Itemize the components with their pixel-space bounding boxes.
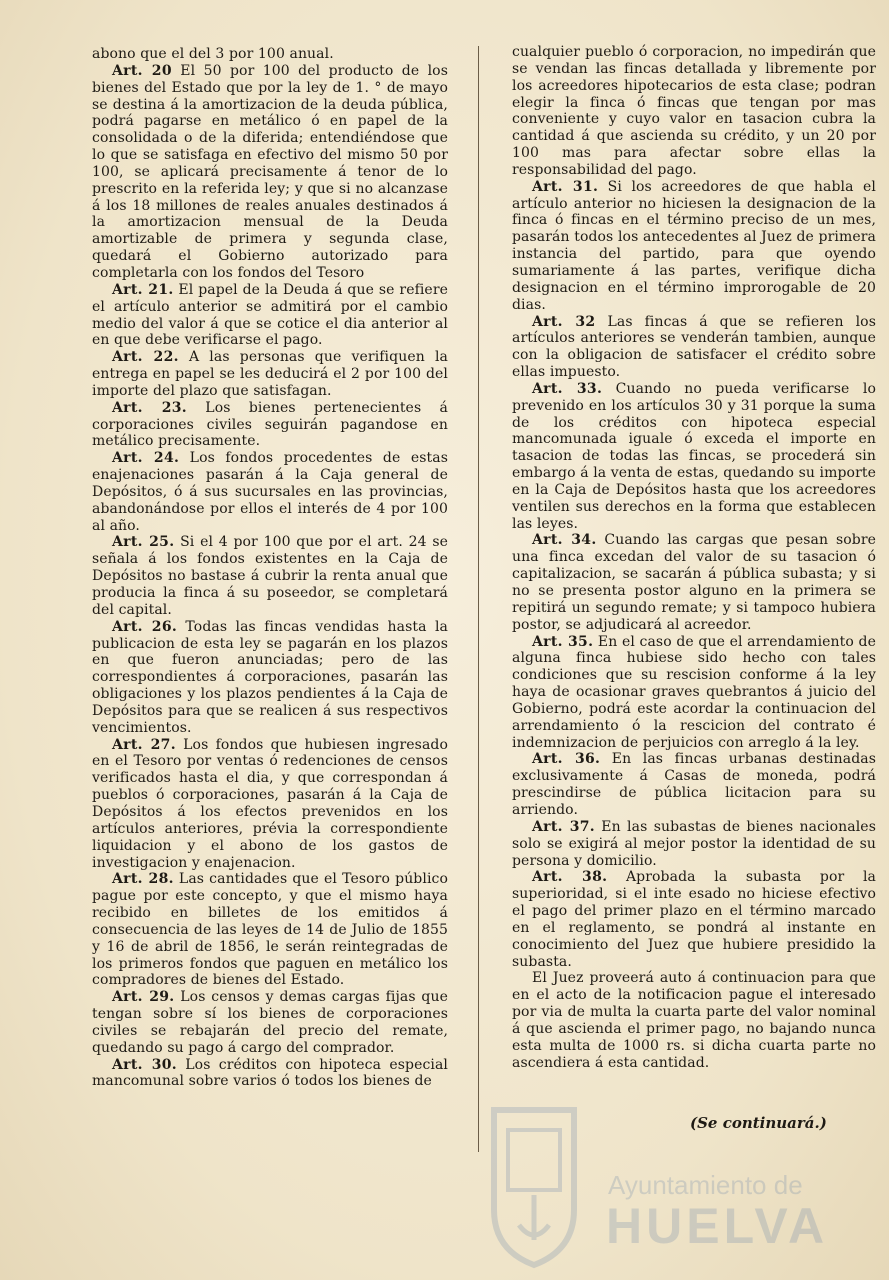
article-number: Art. 37. — [532, 818, 595, 835]
article-number: Art. 27. — [112, 736, 176, 753]
article-paragraph — [92, 63, 448, 282]
column-divider — [478, 46, 479, 1152]
article-paragraph — [512, 819, 876, 870]
article-number: Art. 24. — [112, 450, 180, 467]
article-paragraph — [512, 44, 876, 179]
article-text: Las cantidades que el Tesoro público pague por este concepto, y que el mismo haya recibido en billetes de los emitidos á consecuencia de las leyes de 14 de Julio de 1855 y 16 de abril de 1856, le serán reintegradas de los primeros fondos que paguen en metálico los compradores de bienes del Estado. — [92, 871, 448, 989]
article-number: Art. 21. — [112, 281, 174, 298]
continuation-note: (Se continuará.) — [690, 1114, 827, 1132]
article-text: Los bienes pertenecientes á corporaciones civiles seguirán pagandose en metálico precisamente. — [92, 399, 448, 450]
article-text: El Juez proveerá auto á continuacion para que en el acto de la notificacion pague el interesado por via de multa la cuarta parte del valor nominal á que ascienda el primer pago, no bajando nunca esta multa de 1000 rs. si dicha cuarta parte no ascendiera á esta cantidad. — [512, 970, 876, 1071]
article-number: Art. 31. — [532, 178, 599, 195]
article-text: Todas las fincas vendidas hasta la publicacion de esta ley se pagarán en los plazos en que fueron anunciadas; pero de las correspondientes á corporaciones, pasarán las obligaciones y los plazos pendientes á la Caja de Depósitos para que se realicen á sus respectivos vencimientos. — [92, 618, 448, 736]
article-text: Los créditos con hipoteca especial mancomunal sobre varios ó todos los bienes de — [92, 1056, 448, 1090]
article-number: Art. 25. — [112, 534, 175, 551]
article-paragraph — [92, 349, 448, 400]
article-number: Art. 36. — [532, 751, 601, 768]
article-paragraph — [92, 400, 448, 451]
article-text: Aprobada la subasta por la superioridad, si el inte esado no hiciese efectivo el pago del primer plazo en el término marcado en el reglamento, se pondrá al instante en conocimiento del Juez que hubiere presidido la subasta. — [512, 869, 876, 970]
article-number: Art. 29. — [112, 989, 175, 1006]
watermark-line-2: HUELVA — [606, 1198, 829, 1254]
article-paragraph — [512, 634, 876, 752]
article-paragraph — [512, 869, 876, 970]
article-paragraph — [512, 381, 876, 533]
article-text: El papel de la Deuda á que se refiere el artículo anterior se admitirá por el cambio medio del valor á que se cotice el dia anterior al en que debe verificarse el pago. — [92, 281, 448, 349]
article-paragraph — [92, 989, 448, 1056]
article-paragraph — [92, 46, 448, 63]
article-number: Art. 20 — [112, 62, 172, 79]
watermark-line-1: Ayuntamiento de — [608, 1170, 803, 1200]
article-text: El 50 por 100 del producto de los bienes del Estado que por la ley de 1. ° de mayo se destina á la amortizacion de la deuda pública, podrá pagarse en metálico ó en papel de la consolidada o de la diferida; entendiéndose que lo que se satisfaga en efectivo del mismo 50 por 100, se aplicará precisamente á tenor de lo prescrito en la referida ley; y que si no alcanzase á los 18 millones de reales anuales destinados á la amortizacion mensual de la Deuda amortizable de primera y segunda clase, quedará el Gobierno autorizado para completarla con los fondos del Tesoro — [92, 62, 448, 281]
article-text: Las fincas á que se refieren los artículos anteriores se venderán tambien, aunque con la obligacion de satisfacer el crédito sobre ellas impuesto. — [512, 313, 876, 381]
article-paragraph — [512, 532, 876, 633]
article-text: Los fondos que hubiesen ingresado en el Tesoro por ventas ó redenciones de censos verificados hasta el dia, y que correspondan á pueblos ó corporaciones, pasarán á la Caja de Depósitos á los efectos prevenidos en los artículos anteriores, prévia la correspondiente liquidacion y el abono de los gastos de investigacion y enajenacion. — [92, 736, 448, 871]
article-paragraph — [512, 970, 876, 1071]
article-paragraph — [512, 179, 876, 314]
article-number: Art. 34. — [532, 532, 597, 549]
article-text: Cuando no pueda verificarse lo prevenido en los artículos 30 y 31 porque la suma de los créditos con hipoteca especial mancomunada iguale ó exceda el importe en tasacion de todas las fincas, se procederá sin embargo á la venta de estas, quedando su importe en la Caja de Depósitos hasta que los acreedores ventilen sus derechos en la forma que establecen las leyes. — [512, 380, 876, 532]
article-number: Art. 38. — [532, 869, 608, 886]
article-number: Art. 32 — [532, 313, 596, 330]
article-number: Art. 22. — [112, 349, 179, 366]
article-paragraph — [92, 737, 448, 872]
article-text: A las personas que verifiquen la entrega en papel se les deducirá el 2 por 100 del importe del plazo que satisfagan. — [92, 349, 448, 399]
article-number: Art. 26. — [112, 618, 178, 635]
article-text: En las subastas de bienes nacionales solo se exigirá al mejor postor la identidad de su persona y domicilio. — [512, 818, 876, 869]
article-paragraph — [92, 450, 448, 534]
article-paragraph — [92, 534, 448, 618]
article-paragraph — [92, 282, 448, 349]
article-text: Si los acreedores de que habla el artículo anterior no hiciesen la designacion de la finca ó fincas en el término preciso de un mes, pasarán todos los antecedentes al Juez de primera instancia del partido, para que oyendo sumariamente á las partes, verifique dicha designacion en el término improrogable de 20 dias. — [512, 178, 876, 313]
article-text: abono que el del 3 por 100 anual. — [92, 46, 334, 62]
article-text: Los censos y demas cargas fijas que tengan sobre sí los bienes de corporaciones civiles se rebajarán del precio del remate, quedando su pago á cargo del comprador. — [92, 989, 448, 1056]
right-text-column — [512, 44, 876, 1071]
archive-watermark — [478, 1095, 829, 1275]
article-text: Los fondos procedentes de estas enajenaciones pasarán á la Caja general de Depósitos, ó á sus sucursales en las provincias, abandonándose por ellos el interés de 4 por 100 al año. — [92, 450, 448, 534]
article-paragraph — [512, 314, 876, 381]
article-text: Si el 4 por 100 que por el art. 24 se señala á los fondos existentes en la Caja de Depósitos no bastase á cubrir la renta anual que producia la finca á su poseedor, se completará del capital. — [92, 534, 448, 618]
coat-of-arms-icon — [484, 1100, 584, 1270]
article-paragraph — [92, 619, 448, 737]
article-paragraph — [92, 871, 448, 989]
article-number: Art. 33. — [532, 380, 603, 397]
article-number: Art. 35. — [532, 633, 594, 650]
article-text: En el caso de que el arrendamiento de alguna finca hubiese sido hecho con tales condiciones que su rescision conforme á la ley haya de ocasionar graves quebrantos á juicio del Gobierno, podrá este acordar la continuacion del arrendamiento ó la rescicion del contrato é indemnizacion de perjuicios con arreglo á la ley. — [512, 633, 876, 751]
article-text: En las fincas urbanas destinadas exclusivamente á Casas de moneda, podrá prescindirse de pública licitacion para su arriendo. — [512, 751, 876, 818]
article-text: cualquier pueblo ó corporacion, no impedirán que se vendan las fincas detallada y libremente por los acreedores hipotecarios de esta clase; podran elegir la finca ó fincas que tengan por mas conveniente y cuyo valor en tasacion cubra la cantidad á que ascienda su crédito, y un 20 por 100 mas para afectar sobre ellas la responsabilidad del pago. — [512, 44, 876, 178]
article-number: Art. 30. — [112, 1056, 177, 1073]
article-number: Art. 28. — [112, 871, 174, 888]
article-paragraph — [512, 751, 876, 818]
article-paragraph — [92, 1057, 448, 1091]
article-number: Art. 23. — [112, 399, 187, 416]
article-text: Cuando las cargas que pesan sobre una finca excedan del valor de su tasacion ó capitalizacion, se sacarán á pública subasta; y si no se presenta postor alguno en la primera se repitirá un segundo remate; y si tampoco hubiera postor, se adjudicará al acreedor. — [512, 532, 876, 633]
left-text-column — [92, 46, 448, 1090]
